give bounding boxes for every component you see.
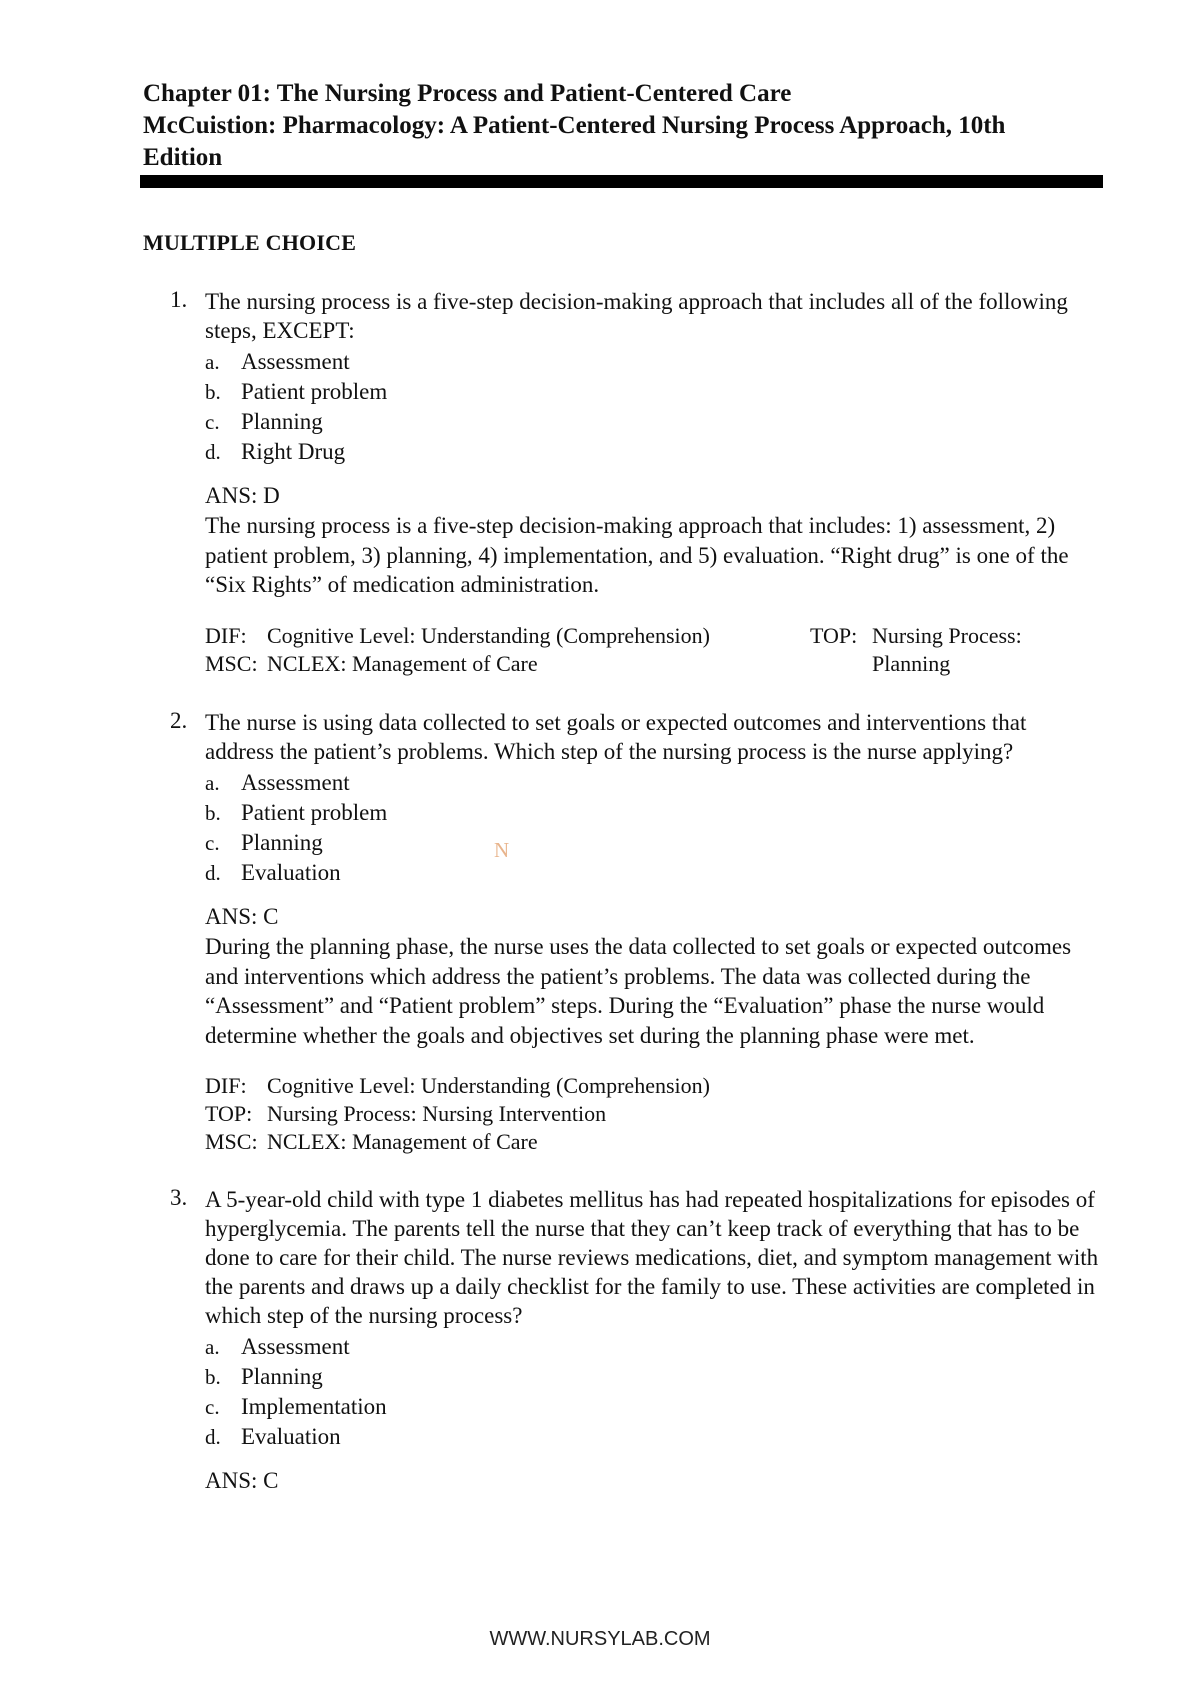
option-letter: c. — [205, 831, 220, 855]
answer-rationale: The nursing process is a five-step decision-making approach that includes: 1) assessment, 2) patient problem, 3) planning, 4) implementation, and 5) evaluation. “Right drug” is one of the “Six Rights” of medication administration. — [205, 513, 1069, 597]
option-c — [205, 828, 1100, 858]
top-value: Nursing Process: Planning — [872, 622, 1022, 676]
question-stem: A 5-year-old child with type 1 diabetes mellitus has had repeated hospitalizations for episodes of hyperglycemia. The parents tell the nurse that they can’t keep track of everything that has to be done to care for their child. The nurse reviews medications, diet, and symptom management with the parents and draws up a daily checklist for the family to use. These activities are completed in which step of the nursing process? — [205, 1187, 1099, 1328]
option-text: Assessment — [241, 770, 350, 795]
option-b — [205, 377, 1100, 407]
option-text: Evaluation — [241, 1424, 341, 1449]
option-text: Planning — [241, 1364, 323, 1389]
question-number: 1. — [170, 287, 188, 312]
top-label: TOP: — [205, 1101, 253, 1126]
option-a — [205, 347, 1100, 377]
option-a — [205, 1332, 1100, 1362]
answer-key: ANS: D — [205, 483, 280, 508]
msc-value: NCLEX: Management of Care — [267, 1129, 538, 1154]
option-letter: d. — [205, 1425, 221, 1449]
option-c — [205, 407, 1100, 437]
option-letter: b. — [205, 1365, 221, 1389]
option-letter: a. — [205, 350, 220, 374]
footer-website[interactable]: WWW.NURSYLAB.COM — [489, 1628, 711, 1650]
question-3 — [170, 1185, 1100, 1496]
option-letter: d. — [205, 440, 221, 464]
dif-label: DIF: — [205, 622, 247, 648]
option-a — [205, 768, 1100, 798]
question-number: 2. — [170, 708, 188, 733]
answer-key: ANS: C — [205, 1468, 279, 1493]
chapter-title: Chapter 01: The Nursing Process and Patient-Centered Care — [143, 80, 792, 107]
option-letter: b. — [205, 380, 221, 404]
option-c — [205, 1392, 1100, 1422]
dif-value: Cognitive Level: Understanding (Comprehension) — [267, 1073, 710, 1098]
option-text: Implementation — [241, 1394, 387, 1419]
top-value: Nursing Process: Nursing Intervention — [267, 1101, 607, 1126]
section-title: MULTIPLE CHOICE — [143, 230, 357, 255]
option-b — [205, 798, 1100, 828]
option-text: Planning — [241, 830, 323, 855]
dif-value: Cognitive Level: Understanding (Comprehension) — [267, 622, 710, 648]
top-label: TOP: — [810, 622, 858, 648]
option-letter: a. — [205, 771, 220, 795]
question-metadata — [205, 622, 1100, 678]
option-text: Right Drug — [241, 439, 346, 464]
msc-label: MSC: — [205, 650, 258, 676]
dif-label: DIF: — [205, 1073, 247, 1098]
option-letter: d. — [205, 861, 221, 885]
option-text: Planning — [241, 409, 323, 434]
question-2 — [170, 708, 1100, 1156]
msc-value: NCLEX: Management of Care — [267, 650, 538, 676]
question-1 — [170, 287, 1100, 678]
option-text: Patient problem — [241, 379, 388, 404]
option-d — [205, 437, 1100, 467]
option-letter: b. — [205, 801, 221, 825]
option-text: Evaluation — [241, 860, 341, 885]
question-stem: The nursing process is a five-step decision-making approach that includes all of the following steps, EXCEPT: — [205, 289, 1068, 343]
book-edition: Edition — [143, 144, 223, 171]
option-d — [205, 1422, 1100, 1452]
option-d — [205, 858, 1100, 888]
document-header — [143, 78, 1103, 174]
answer-rationale: During the planning phase, the nurse uses the data collected to set goals or expected outcomes and interventions which address the patient’s problems. The data was collected during the “Assessment” and “Patient problem” steps. During the “Evaluation” phase the nurse would determine whether the goals and objectives set during the planning phase were met. — [205, 934, 1072, 1048]
watermark-letter: N — [494, 838, 510, 862]
option-text: Assessment — [241, 349, 350, 374]
option-text: Assessment — [241, 1334, 350, 1359]
option-letter: c. — [205, 410, 220, 434]
question-metadata — [205, 1072, 1100, 1156]
answer-key: ANS: C — [205, 904, 279, 929]
option-text: Patient problem — [241, 800, 388, 825]
question-stem: The nurse is using data collected to set goals or expected outcomes and interventions that address the patient’s problems. Which step of the nursing process is the nurse applying? — [205, 710, 1027, 764]
option-b — [205, 1362, 1100, 1392]
question-number: 3. — [170, 1185, 188, 1210]
book-title: McCuistion: Pharmacology: A Patient-Centered Nursing Process Approach, 10th — [143, 112, 1006, 139]
msc-label: MSC: — [205, 1129, 258, 1154]
option-letter: a. — [205, 1335, 220, 1359]
option-letter: c. — [205, 1395, 220, 1419]
header-rule — [140, 175, 1103, 188]
